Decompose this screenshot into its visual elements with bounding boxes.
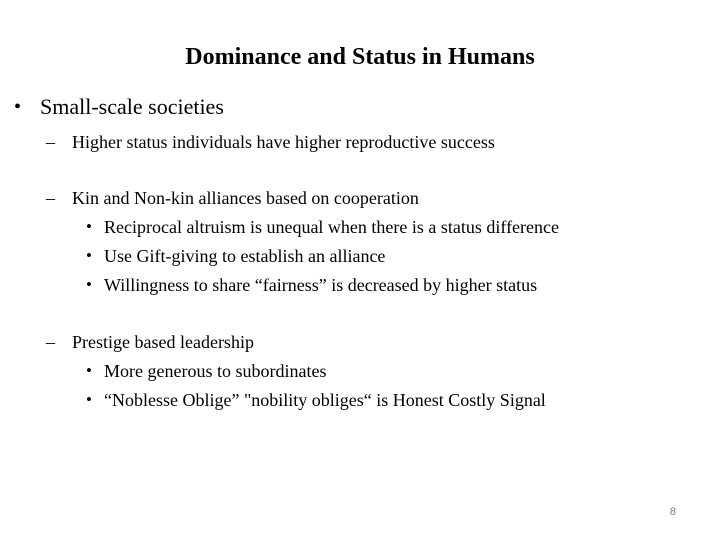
item-generous-subordinates [86,359,326,383]
item-reciprocal-altruism [86,215,559,239]
item-text: Willingness to share “fairness” is decreased by higher status [104,275,538,295]
item-text: Reciprocal altruism is unequal when there is a status difference [104,217,560,237]
bullet-marker: • [86,217,92,236]
dash-marker: – [46,188,55,208]
page-number: 8 [669,506,676,518]
dash-marker: – [46,332,55,352]
bullet-text: Small-scale societies [40,94,224,119]
bullet-marker: • [14,96,22,118]
item-text: More generous to subordinates [104,361,327,381]
sub-bullet-prestige-leadership [46,330,254,354]
item-gift-giving [86,244,385,268]
bullet-marker: • [86,246,92,265]
item-noblesse-oblige [86,388,546,412]
item-text: Use Gift-giving to establish an alliance [104,246,386,266]
sub-bullet-alliances [46,186,419,210]
bullet-small-scale-societies [14,95,224,119]
sub-bullet-text: Higher status individuals have higher reproductive success [72,132,495,152]
dash-marker: – [46,132,55,152]
slide-title: Dominance and Status in Humans [185,44,535,70]
bullet-marker: • [86,275,92,294]
item-fairness [86,273,537,297]
bullet-marker: • [86,390,92,409]
sub-bullet-text: Kin and Non-kin alliances based on cooperation [72,188,419,208]
sub-bullet-reproductive-success [46,130,495,154]
bullet-marker: • [86,361,92,380]
sub-bullet-text: Prestige based leadership [72,332,254,352]
item-text: “Noblesse Oblige” "nobility obliges“ is Honest Costly Signal [104,390,546,410]
